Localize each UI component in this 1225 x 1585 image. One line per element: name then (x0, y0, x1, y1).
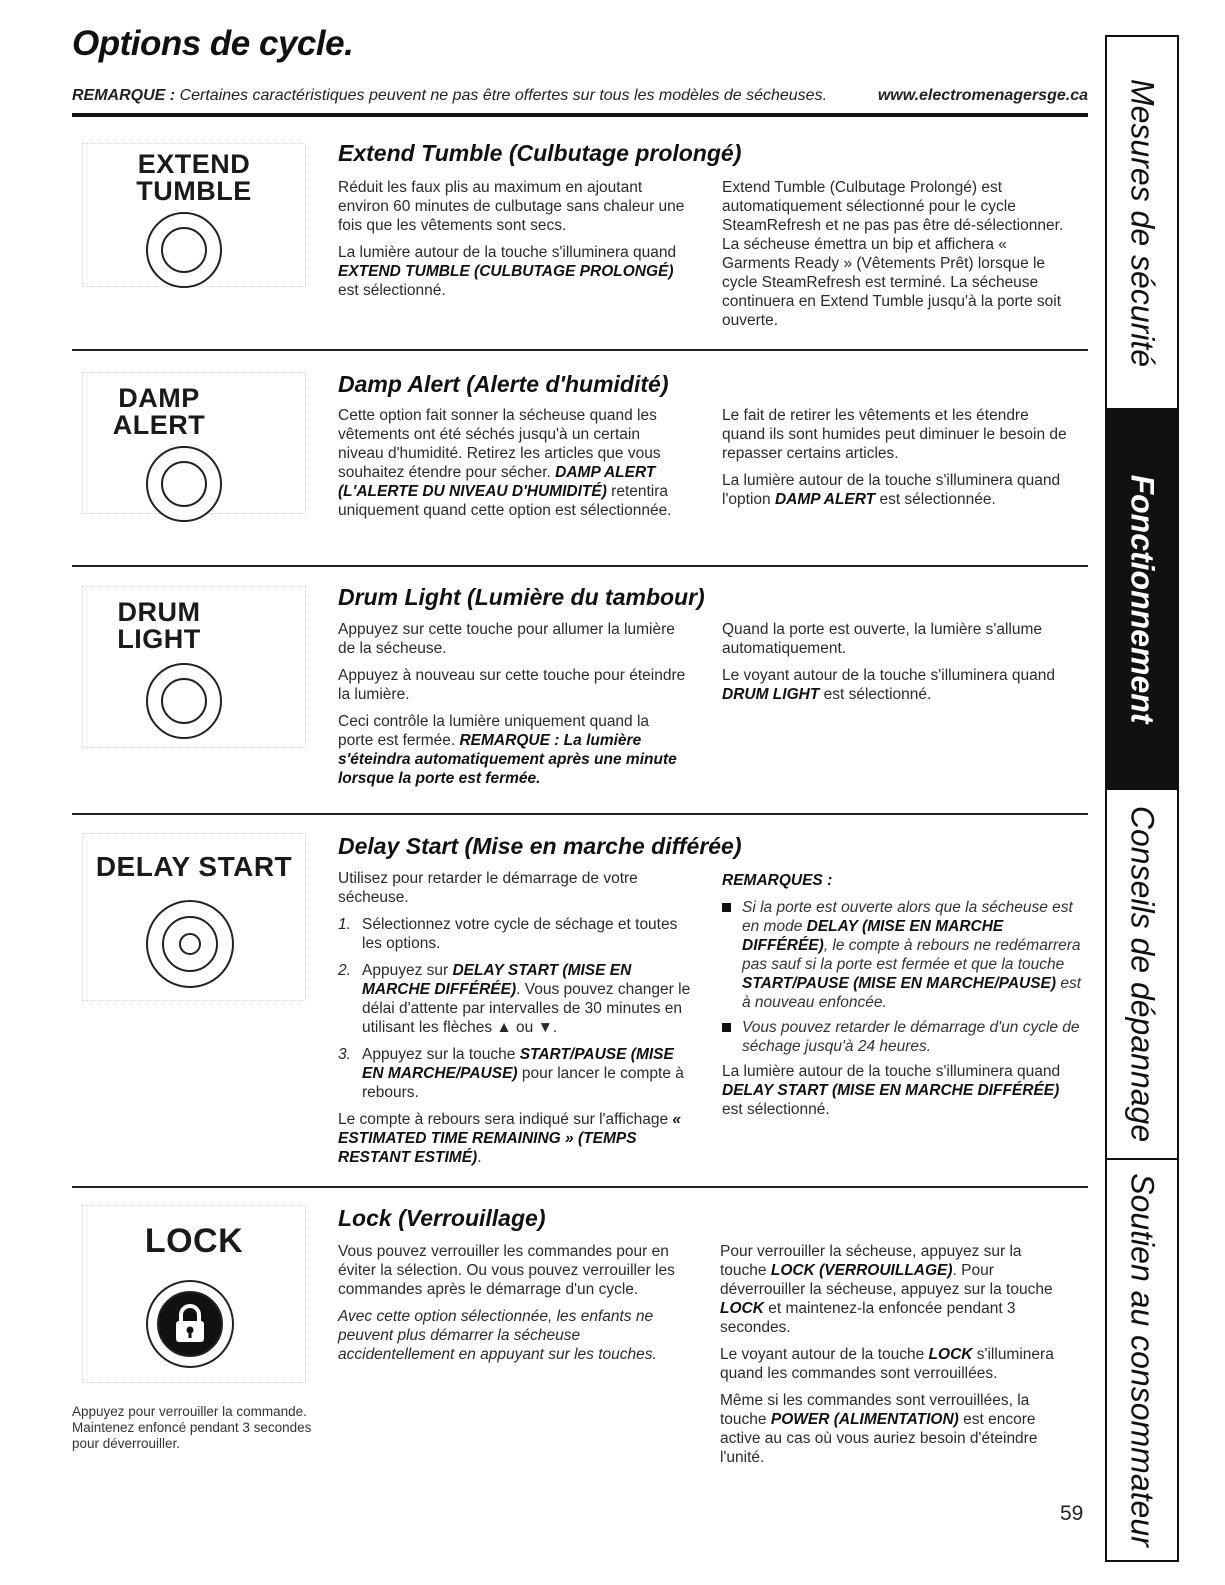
tab-label: Fonctionnement (1124, 474, 1161, 724)
damp-alert-left-column (338, 406, 688, 528)
padlock-icon (157, 1291, 223, 1357)
button-core-icon (161, 461, 207, 507)
section-divider (72, 1186, 1088, 1188)
delay-start-button-illustration (82, 833, 306, 1001)
paragraph: Appuyez à nouveau sur cette touche pour éteindre la lumière. (338, 667, 686, 703)
button-ring-icon (146, 900, 234, 988)
extend-tumble-left-column (338, 178, 688, 308)
damp-alert-right-column (722, 406, 1072, 517)
header-rule (72, 113, 1088, 117)
button-label-line2: ALERT (112, 410, 206, 440)
section-heading-damp-alert: Damp Alert (Alerte d'humidité) (338, 371, 669, 397)
section-divider (72, 565, 1088, 567)
remarks-label: REMARQUES : (722, 872, 833, 889)
paragraph: La lumière autour de la touche s'illuminera quand DELAY START (MISE EN MARCHE DIFFÉRÉE) est sélectionné. (722, 1063, 1061, 1118)
paragraph: Appuyez sur cette touche pour allumer la lumière de la sécheuse. (338, 621, 675, 657)
paragraph: Utilisez pour retarder le démarrage de votre sécheuse. (338, 870, 638, 906)
button-ring-icon (146, 446, 222, 522)
section-divider (72, 349, 1088, 351)
steps-list (338, 915, 693, 1102)
button-ring-icon (146, 663, 222, 739)
button-label-line2: LIGHT (117, 624, 201, 654)
button-core-icon (162, 916, 218, 972)
paragraph: La lumière autour de la touche s'illuminera quand EXTEND TUMBLE (CULBUTAGE PROLONGÉ) est sélectionné. (338, 244, 677, 299)
section-tabs (1105, 35, 1179, 1562)
list-item: 3. Appuyez sur la touche START/PAUSE (MISE EN MARCHE/PAUSE) pour lancer le compte à rebours. (338, 1046, 684, 1101)
website-link[interactable]: www.electromenagersge.ca (877, 87, 1088, 104)
section-heading-delay-start: Delay Start (Mise en marche différée) (338, 833, 742, 859)
paragraph: Ceci contrôle la lumière uniquement quand la porte est fermée. REMARQUE : La lumière s'éteindra automatiquement après une minute lorsque la porte est fermée. (338, 713, 677, 787)
button-label-line1: DRUM (117, 597, 201, 627)
delay-start-left-column (338, 869, 693, 1175)
paragraph: Extend Tumble (Culbutage Prolongé) est automatiquement sélectionné pour le cycle SteamRefresh et ne pas pas être dé-sélectionner. La sécheuse émettra un bip et affichera « Garments Ready » (Vêtements Prêt) lorsque le cycle SteamRefresh est terminé. La sécheuse continuera en Extend Tumble jusqu'à la porte soit ouverte. (722, 179, 1064, 329)
tab-soutien-au-consommateur[interactable] (1107, 1160, 1177, 1560)
paragraph: Le fait de retirer les vêtements et les étendre quand ils sont humides peut diminuer le besoin de repasser certains articles. (722, 407, 1067, 462)
tab-label: Mesures de sécurité (1124, 78, 1161, 367)
tab-mesures-de-securite[interactable] (1107, 37, 1177, 410)
button-label-line2: TUMBLE (136, 176, 252, 206)
extend-tumble-right-column (722, 178, 1072, 338)
section-divider (72, 813, 1088, 815)
button-label-line1: EXTEND (137, 149, 251, 179)
button-ring-icon (146, 212, 222, 288)
model-note (72, 87, 1088, 105)
paragraph: Le compte à rebours sera indiqué sur l'affichage « ESTIMATED TIME REMAINING » (TEMPS RESTANT ESTIMÉ). (338, 1111, 682, 1166)
paragraph: Même si les commandes sont verrouillées, la touche POWER (ALIMENTATION) est encore active au cas où vous auriez besoin d'éteindre l'unité. (720, 1392, 1038, 1466)
button-label: DELAY START (95, 851, 293, 882)
list-item: 1. Sélectionnez votre cycle de séchage et toutes les options. (338, 916, 678, 952)
button-core-icon (161, 678, 207, 724)
lock-button-illustration (82, 1205, 306, 1383)
lock-caption: Appuyez pour verrouiller la commande. Maintenez enfoncé pendant 3 secondes pour déverrouiller. (72, 1404, 312, 1451)
button-label: LOCK (144, 1222, 244, 1260)
extend-tumble-button-illustration (82, 143, 306, 287)
button-core-icon (161, 227, 207, 273)
remarks-list (722, 898, 1084, 1056)
list-item: Si la porte est ouverte alors que la sécheuse est en mode DELAY (MISE EN MARCHE DIFFÉRÉE), le compte à rebours ne redémarrera pas sauf si la porte est fermée et que la touche START/PAUSE (MISE EN MARCHE/PAUSE) est à nouveau enfoncée. (722, 898, 1084, 1012)
delay-start-right-column (722, 871, 1084, 1127)
lock-left-column (338, 1242, 688, 1372)
drum-light-button-illustration (82, 586, 306, 748)
drum-light-right-column (722, 620, 1072, 712)
paragraph: Réduit les faux plis au maximum en ajoutant environ 60 minutes de culbutage sans chaleur une fois que les vêtements sont secs. (338, 179, 685, 234)
lock-right-column (720, 1242, 1070, 1475)
damp-alert-button-illustration (82, 372, 306, 514)
paragraph: La lumière autour de la touche s'illuminera quand l'option DAMP ALERT est sélectionnée. (722, 472, 1061, 508)
drum-light-left-column (338, 620, 688, 796)
paragraph: Cette option fait sonner la sécheuse quand les vêtements ont été séchés jusqu'à un certain niveau d'humidité. Retirez les articles que vous souhaitez étendre pour sécher. DAMP ALERT (L'ALERTE DU NIVEAU D'HUMIDITÉ) retentira uniquement quand cette option est sélectionnée. (338, 407, 672, 519)
note-text: Certaines caractéristiques peuvent ne pas être offertes sur tous les modèles de sécheuses. (179, 87, 828, 104)
section-heading-drum-light: Drum Light (Lumière du tambour) (338, 584, 705, 610)
note-label: REMARQUE : (72, 87, 176, 104)
page-title: Options de cycle. (72, 24, 354, 63)
list-item: Vous pouvez retarder le démarrage d'un cycle de séchage jusqu'à 24 heures. (722, 1018, 1084, 1056)
paragraph: Le voyant autour de la touche s'illuminera quand DRUM LIGHT est sélectionné. (722, 667, 1055, 703)
button-ring-icon (146, 1280, 234, 1368)
section-heading-lock: Lock (Verrouillage) (338, 1205, 546, 1231)
paragraph: Avec cette option sélectionnée, les enfants ne peuvent plus démarrer la sécheuse accidentellement en appuyant sur les touches. (338, 1308, 657, 1363)
button-label-line1: DAMP (118, 383, 200, 413)
tab-conseils-de-depannage[interactable] (1107, 790, 1177, 1160)
paragraph: Quand la porte est ouverte, la lumière s'allume automatiquement. (722, 621, 1043, 657)
tab-label: Soutien au consommateur (1124, 1173, 1161, 1547)
section-heading-extend-tumble: Extend Tumble (Culbutage prolongé) (338, 140, 742, 166)
button-dot-icon (179, 933, 201, 955)
paragraph: Pour verrouiller la sécheuse, appuyez sur la touche LOCK (VERROUILLAGE). Pour déverrouiller la sécheuse, appuyez sur la touche LOCK et maintenez-la enfoncée pendant 3 secondes. (720, 1243, 1053, 1336)
paragraph: Le voyant autour de la touche LOCK s'illuminera quand les commandes sont verrouillées. (720, 1346, 1054, 1382)
tab-fonctionnement[interactable] (1107, 410, 1177, 790)
tab-label: Conseils de dépannage (1124, 805, 1161, 1143)
list-item: 2. Appuyez sur DELAY START (MISE EN MARCHE DIFFÉRÉE). Vous pouvez changer le délai d'attente par intervalles de 30 minutes en utilisant les flèches ▲ ou ▼. (338, 962, 691, 1036)
paragraph: Vous pouvez verrouiller les commandes pour en éviter la sélection. Ou vous pouvez verrouiller les commandes après le démarrage d'un cycle. (338, 1243, 675, 1298)
page-number: 59 (1060, 1502, 1084, 1525)
